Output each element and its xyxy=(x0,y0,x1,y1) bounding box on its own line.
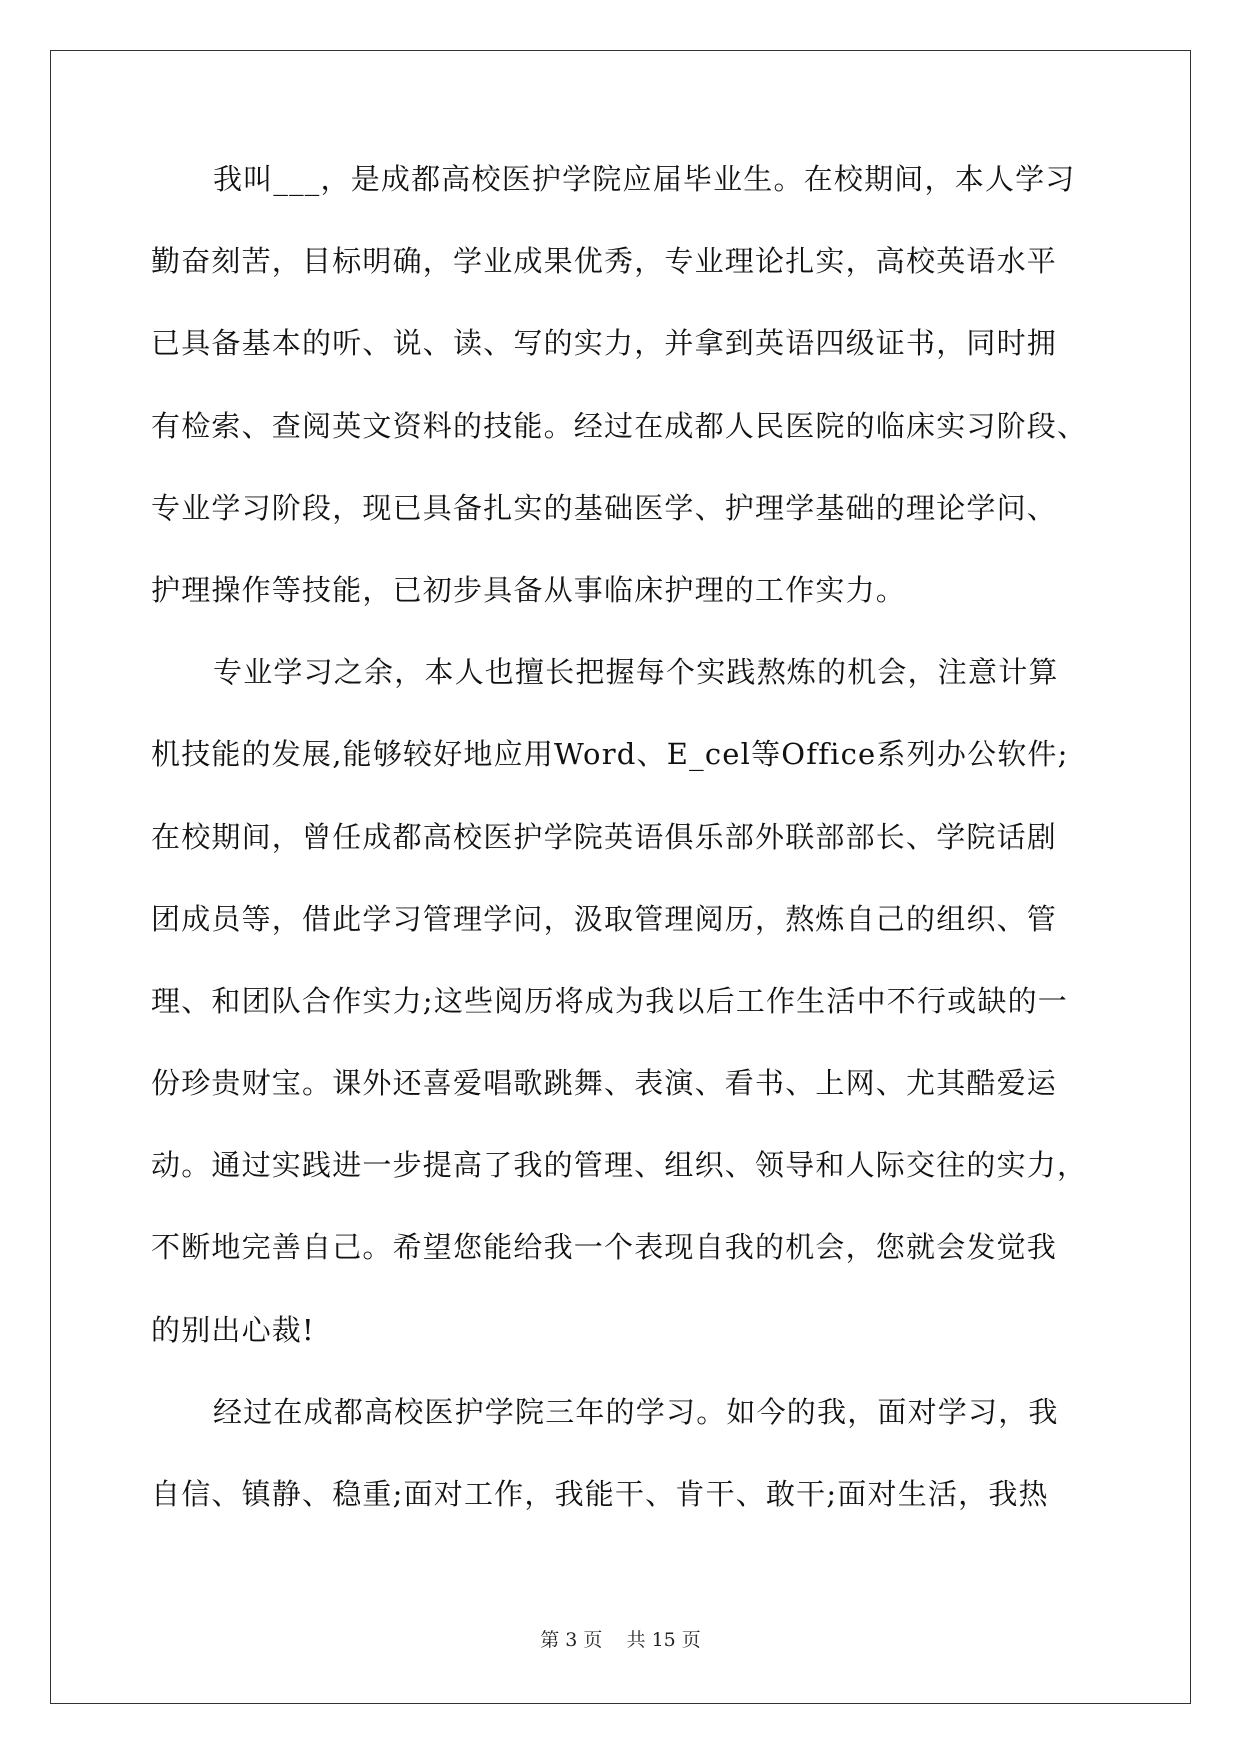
text-line-13: 动。通过实践进一步提高了我的管理、组织、领导和人际交往的实力， xyxy=(151,1148,1088,1183)
text-line-16: 经过在成都高校医护学院三年的学习。如今的我，面对学习，我 xyxy=(213,1394,1059,1429)
text-line-11: 理、和团队合作实力;这些阅历将成为我以后工作生活中不行或缺的一 xyxy=(151,983,1068,1018)
text-line-1: 我叫___，是成都高校医护学院应届毕业生。在校期间，本人学习 xyxy=(213,162,1076,196)
text-line-4: 有检索、查阅英文资料的技能。经过在成都人民医院的临床实习阶段、 xyxy=(151,408,1088,443)
text-line-15: 的别出心裁! xyxy=(151,1312,315,1347)
text-line-6: 护理操作等技能，已初步具备从事临床护理的工作实力。 xyxy=(151,572,907,607)
text-line-9: 在校期间，曾任成都高校医护学院英语俱乐部外联部部长、学院话剧 xyxy=(151,819,1058,854)
document-body xyxy=(151,162,1091,1559)
text-line-8: 机技能的发展,能够较好地应用Word、E_cel等Office系列办公软件; xyxy=(151,737,1069,772)
text-line-10: 团成员等，借此学习管理学问，汲取管理阅历，熬炼自己的组织、管 xyxy=(151,901,1058,936)
text-line-2: 勤奋刻苦，目标明确，学业成果优秀，专业理论扎实，高校英语水平 xyxy=(151,244,1058,279)
text-line-5: 专业学习阶段，现已具备扎实的基础医学、护理学基础的理论学问、 xyxy=(151,490,1058,525)
text-line-14: 不断地完善自己。希望您能给我一个表现自我的机会，您就会发觉我 xyxy=(151,1230,1058,1265)
page-number-footer: 第 3 页 共 15 页 xyxy=(540,1629,701,1651)
text-line-3: 已具备基本的听、说、读、写的实力，并拿到英语四级证书，同时拥 xyxy=(151,326,1058,361)
text-line-17: 自信、镇静、稳重;面对工作，我能干、肯干、敢干;面对生活，我热 xyxy=(151,1477,1049,1511)
text-line-7: 专业学习之余，本人也擅长把握每个实践熬炼的机会，注意计算 xyxy=(213,655,1059,690)
text-line-12: 份珍贵财宝。课外还喜爱唱歌跳舞、表演、看书、上网、尤其酷爱运 xyxy=(151,1066,1058,1101)
